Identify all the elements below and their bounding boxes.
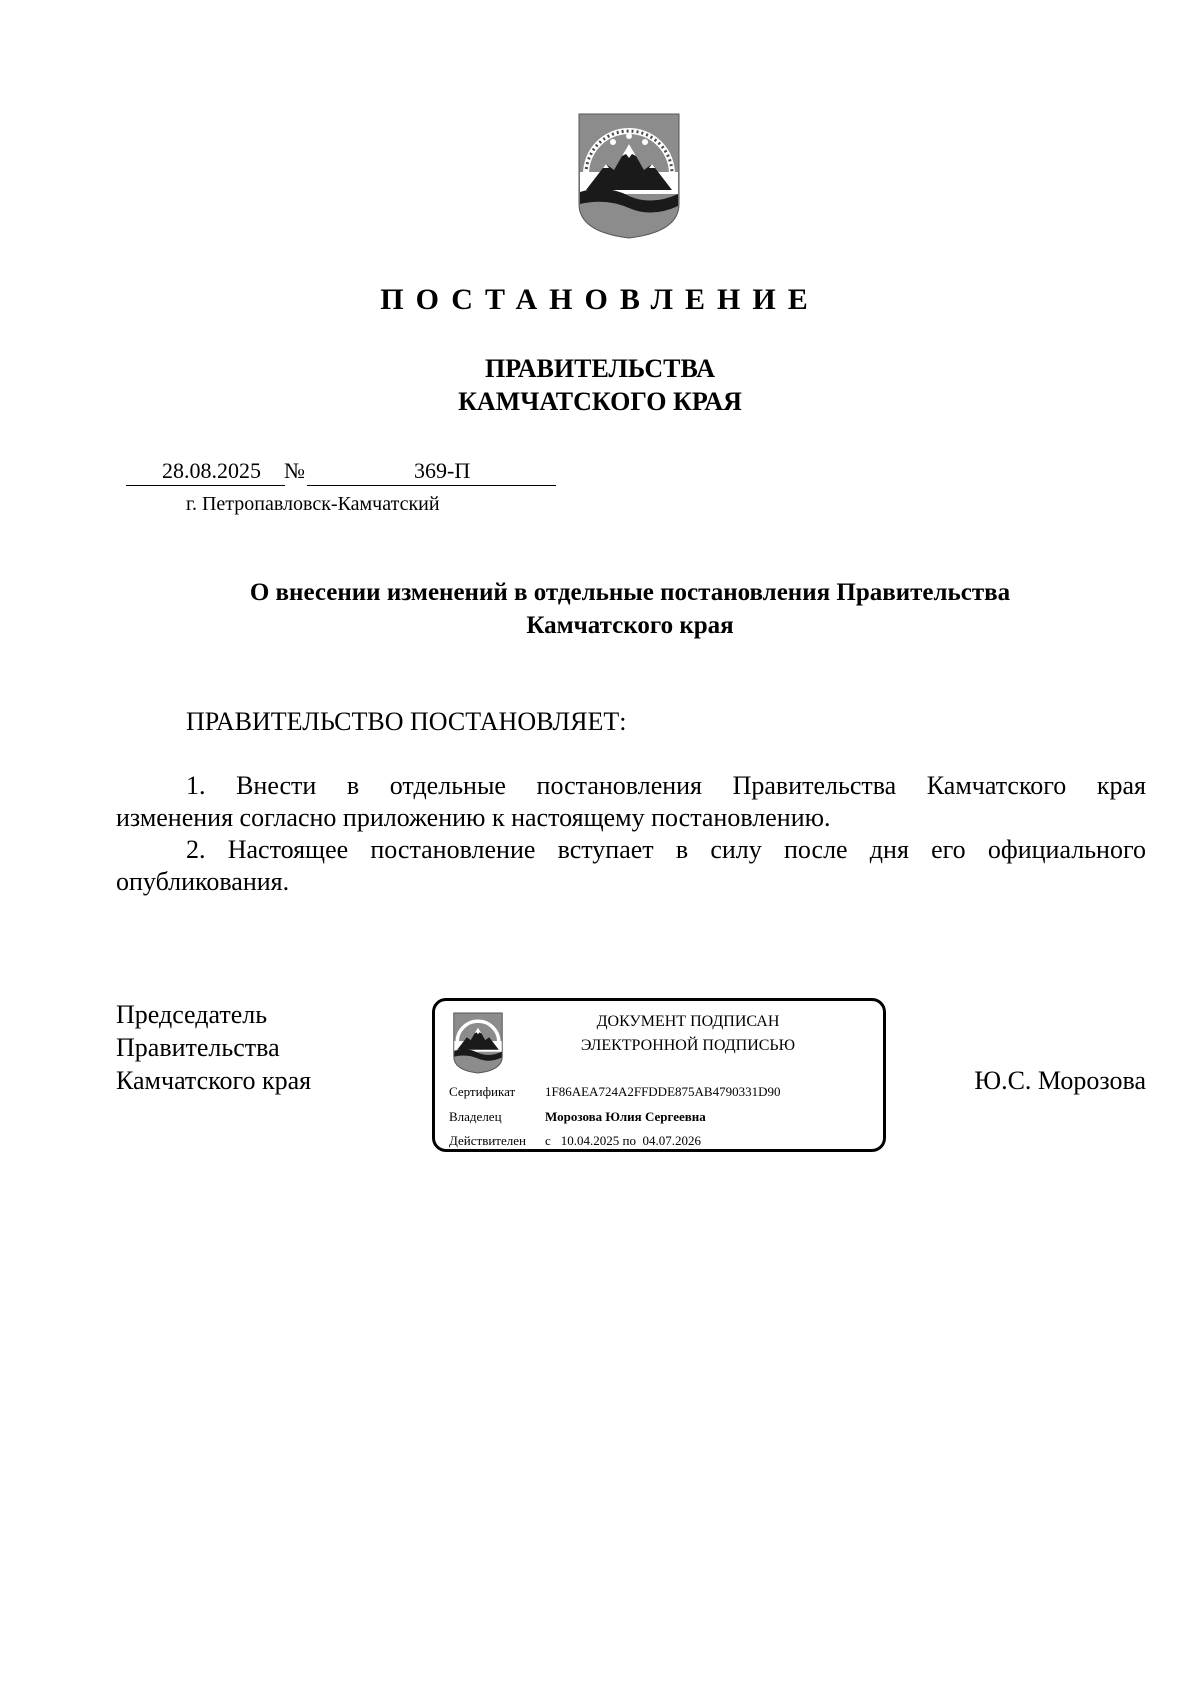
document-number: 369-П xyxy=(414,458,471,483)
stamp-title-line: ЭЛЕКТРОННОЙ ПОДПИСЬЮ xyxy=(580,1037,796,1054)
certificate-row xyxy=(449,1083,780,1101)
issuing-authority xyxy=(0,352,1200,418)
validity-from: 10.04.2025 xyxy=(560,1133,620,1148)
subject-line: Камчатского края xyxy=(526,612,734,639)
document-subject xyxy=(0,576,1200,642)
signer-title xyxy=(116,998,311,1097)
paragraph-line: 2. Настоящее постановление вступает в силу после дня его официального xyxy=(186,835,1146,864)
authority-line: ПРАВИТЕЛЬСТВА xyxy=(485,354,715,383)
coat-of-arms-icon xyxy=(576,112,682,240)
authority-line: КАМЧАТСКОГО КРАЯ xyxy=(458,387,742,416)
validity-row xyxy=(449,1132,701,1150)
certificate-label: Сертификат xyxy=(449,1084,516,1099)
issue-city: г. Петропавловск-Камчатский xyxy=(186,493,440,515)
date-underline xyxy=(126,485,285,486)
validity-from-prefix: с xyxy=(545,1133,551,1148)
subject-line: О внесении изменений в отдельные постановления Правительства xyxy=(249,579,1011,606)
stamp-title-line: ДОКУМЕНТ ПОДПИСАН xyxy=(596,1013,780,1030)
validity-to: 04.07.2026 xyxy=(642,1133,701,1148)
paragraph-line: изменения согласно приложению к настоящему постановлению. xyxy=(116,803,831,832)
stamp-title xyxy=(495,1010,881,1058)
document-type-title: ПОСТАНОВЛЕНИЕ xyxy=(380,283,820,316)
owner-label: Владелец xyxy=(449,1109,502,1124)
paragraph-line: опубликования. xyxy=(116,867,290,896)
signer-name: Ю.С. Морозова xyxy=(974,1066,1146,1095)
number-sign: № xyxy=(284,458,305,483)
paragraph xyxy=(116,834,1146,898)
electronic-signature-stamp xyxy=(432,998,886,1152)
paragraph xyxy=(116,770,1146,834)
owner-value: Морозова Юлия Сергеевна xyxy=(545,1109,706,1124)
decree-statement: ПРАВИТЕЛЬСТВО ПОСТАНОВЛЯЕТ: xyxy=(186,707,627,736)
validity-label: Действителен xyxy=(449,1133,526,1148)
owner-row xyxy=(449,1108,706,1126)
signer-title-line: Правительства xyxy=(116,1033,280,1062)
certificate-value: 1F86AEA724A2FFDDE875AB4790331D90 xyxy=(545,1084,781,1099)
validity-to-prefix: по xyxy=(622,1133,636,1148)
signer-title-line: Председатель xyxy=(116,1000,268,1029)
signer-title-line: Камчатского края xyxy=(116,1066,312,1095)
document-date: 28.08.2025 xyxy=(162,458,261,483)
paragraph-line: 1. Внести в отдельные постановления Правительства Камчатского края xyxy=(186,771,1146,800)
registration-line xyxy=(126,458,556,488)
number-underline xyxy=(307,485,556,486)
